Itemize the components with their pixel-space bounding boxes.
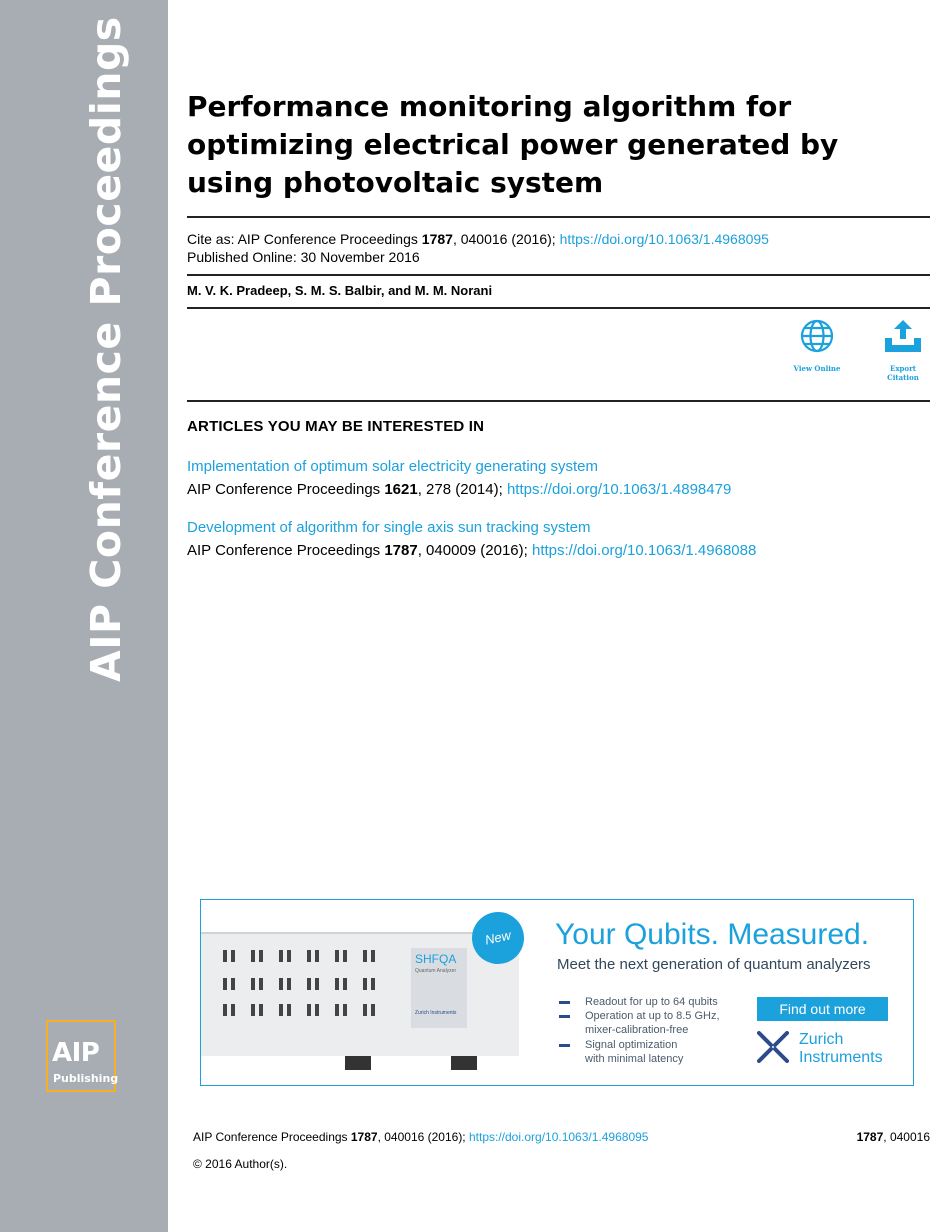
footer-citation [193, 1130, 648, 1144]
divider [187, 274, 930, 276]
cite-doi-link[interactable]: https://doi.org/10.1063/1.4968095 [559, 231, 769, 247]
export-icon [883, 318, 923, 356]
article-title: Performance monitoring algorithm for optimizing electrical power generated by using photovoltaic system [187, 90, 839, 199]
logo-line1: AIP [52, 1038, 100, 1068]
citation-line [187, 231, 769, 247]
footer-right-rest: , 040016 [883, 1130, 930, 1144]
copyright: © 2016 Author(s). [193, 1157, 288, 1171]
footer-page-id [857, 1130, 930, 1144]
ad-bullet: Readout for up to 64 qubits [585, 995, 735, 1009]
sidebar-title: AIP Conference Proceedings [82, 16, 130, 682]
related-article-ref [187, 481, 731, 498]
cite-rest: , 040016 (2016); [452, 231, 560, 247]
published-date: Published Online: 30 November 2016 [187, 249, 420, 265]
ref-doi-link[interactable]: https://doi.org/10.1063/1.4898479 [506, 481, 732, 498]
view-online-button[interactable] [790, 318, 844, 373]
ref-volume: 1787 [384, 542, 418, 559]
device-foot [451, 1056, 477, 1070]
ref-journal: AIP Conference Proceedings [187, 542, 385, 559]
find-out-more-button[interactable]: Find out more [757, 997, 888, 1021]
device-panel [411, 948, 467, 1028]
footer-right-volume: 1787 [856, 1130, 884, 1144]
ref-journal: AIP Conference Proceedings [187, 481, 385, 498]
export-citation-button[interactable] [874, 318, 932, 382]
device-image [201, 932, 519, 1056]
ad-subhead: Meet the next generation of quantum analyzers [557, 956, 871, 973]
cite-volume: 1787 [421, 231, 453, 247]
ad-headline: Your Qubits. Measured. [555, 918, 870, 951]
globe-icon [799, 318, 835, 354]
zurich-instruments-brand [799, 1031, 883, 1067]
ref-rest: , 040009 (2016); [417, 542, 532, 559]
related-article-title[interactable]: Implementation of optimum solar electricity generating system [187, 458, 599, 475]
authors: M. V. K. Pradeep, S. M. S. Balbir, and M. M. Norani [187, 283, 493, 298]
footer-journal: AIP Conference Proceedings [193, 1130, 351, 1144]
new-badge: New [471, 911, 526, 966]
divider [187, 216, 930, 218]
ref-volume: 1621 [384, 481, 418, 498]
footer-rest: , 040016 (2016); [377, 1130, 469, 1144]
ref-rest: , 278 (2014); [417, 481, 507, 498]
device-sub: Quantum Analyzer [415, 968, 457, 974]
ref-doi-link[interactable]: https://doi.org/10.1063/1.4968088 [531, 542, 757, 559]
related-article-ref [187, 542, 756, 559]
footer-volume: 1787 [350, 1130, 378, 1144]
view-online-label: View Online [793, 364, 841, 373]
logo-line2: Publishing [53, 1072, 119, 1085]
ad-bullet: Operation at up to 8.5 GHz, mixer-calibration-free [585, 1009, 735, 1037]
export-citation-label: Export Citation [887, 364, 919, 382]
cite-prefix: Cite as: AIP Conference Proceedings [187, 231, 422, 247]
ad-bullet: Signal optimization with minimal latency [585, 1038, 695, 1066]
divider [187, 307, 930, 309]
brand-line2: Instruments [799, 1049, 883, 1066]
device-foot [345, 1056, 371, 1070]
advertisement-banner[interactable] [200, 899, 914, 1086]
sidebar [0, 0, 168, 1232]
divider [187, 400, 930, 402]
zurich-instruments-logo-icon [757, 1031, 789, 1063]
aip-publishing-logo[interactable] [46, 1020, 119, 1092]
device-name: SHFQA [415, 952, 457, 966]
device-brand: Zurich Instruments [415, 1010, 457, 1016]
brand-line1: Zurich [799, 1031, 844, 1048]
related-heading: ARTICLES YOU MAY BE INTERESTED IN [187, 418, 485, 435]
related-article-title[interactable]: Development of algorithm for single axis sun tracking system [187, 519, 591, 536]
footer-doi-link[interactable]: https://doi.org/10.1063/1.4968095 [468, 1130, 649, 1144]
